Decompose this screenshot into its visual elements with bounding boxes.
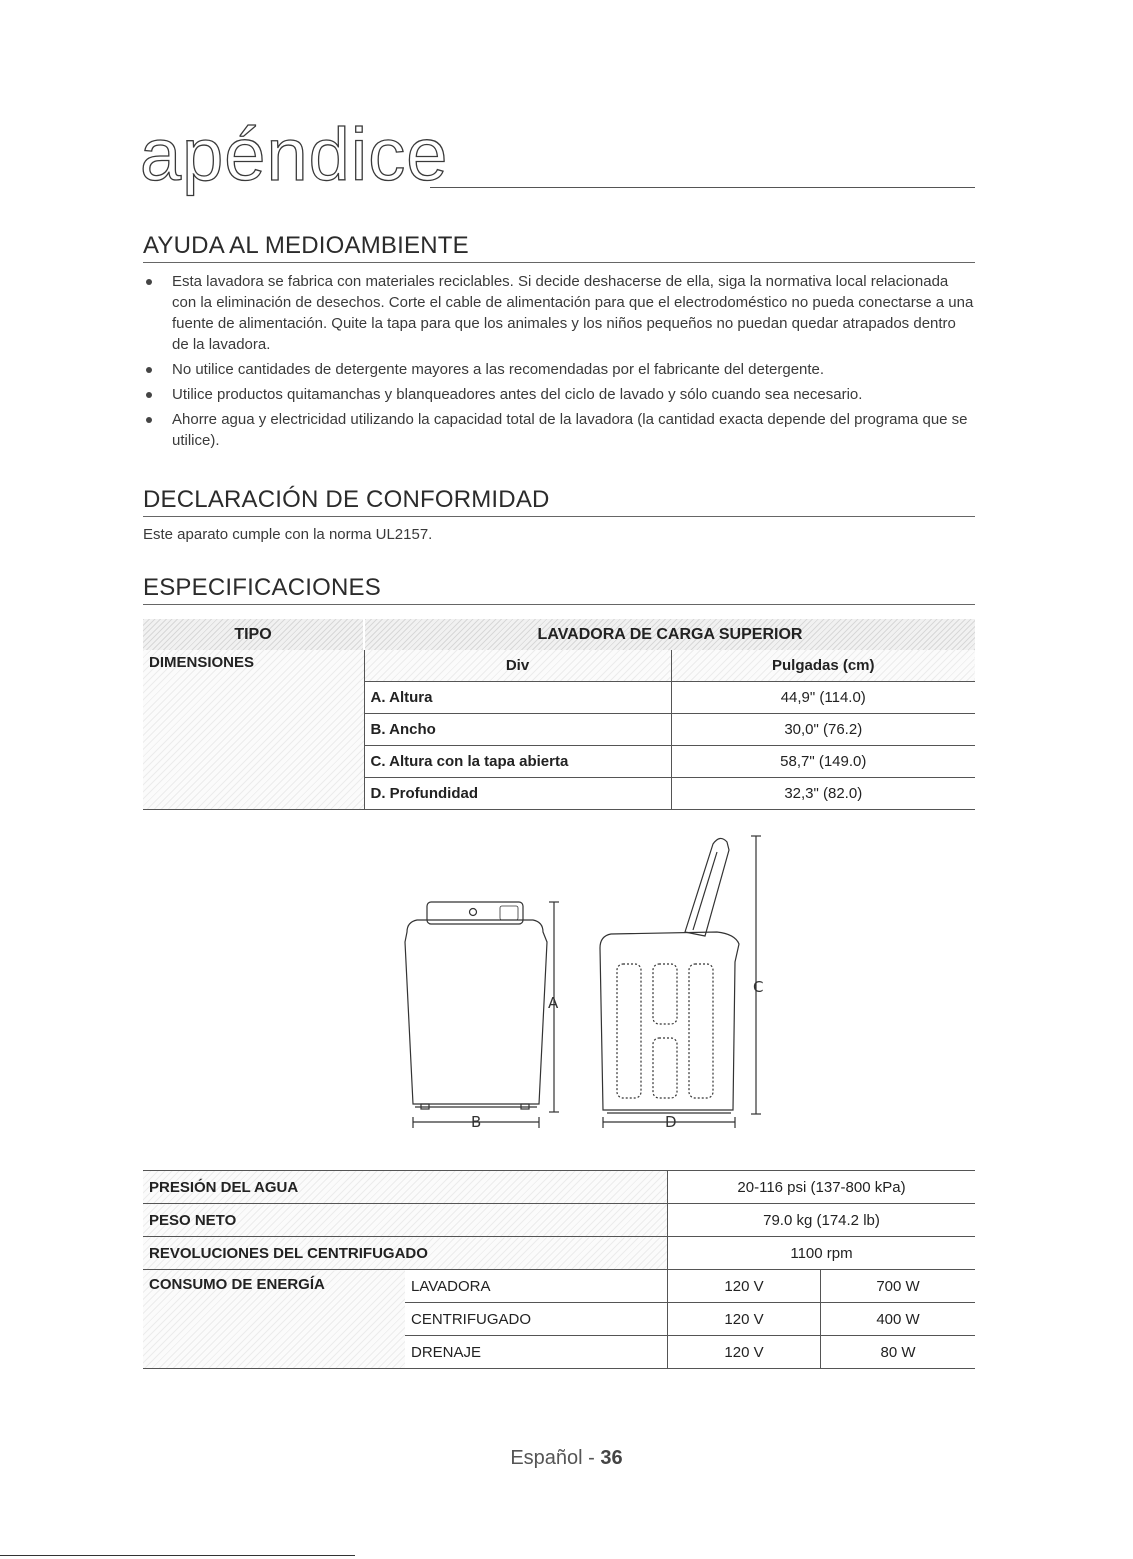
side-washer-body [600, 932, 739, 1110]
front-washer-body [405, 920, 547, 1104]
bullet-item: No utilice cantidades de detergente mayores a las recomendadas por el fabricante del detergente. [143, 359, 975, 380]
dimension-label: D. Profundidad [364, 778, 671, 810]
page-number: 36 [600, 1447, 623, 1469]
bottom-rule [0, 1555, 355, 1556]
power-mode: LAVADORA [405, 1270, 668, 1303]
power-watts: 400 W [821, 1303, 976, 1336]
open-lid [685, 838, 729, 936]
dimension-value: 44,9" (114.0) [671, 682, 975, 714]
page-title: apéndice [140, 113, 449, 196]
power-voltage: 120 V [668, 1336, 821, 1369]
power-consumption-label: CONSUMO DE ENERGÍA [143, 1270, 405, 1369]
units-column-header: Pulgadas (cm) [671, 650, 975, 682]
environment-heading: AYUDA AL MEDIOAMBIENTE [143, 232, 975, 263]
dimensions-table [143, 619, 975, 810]
conformity-heading: DECLARACIÓN DE CONFORMIDAD [143, 486, 975, 517]
bullet-item: Utilice productos quitamanchas y blanqueadores antes del ciclo de lavado y sólo cuando sea necesario. [143, 384, 975, 405]
dimension-label: A. Altura [364, 682, 671, 714]
performance-table [143, 1171, 975, 1369]
environment-bullet-list [143, 271, 975, 451]
type-value-cell: LAVADORA DE CARGA SUPERIOR [364, 619, 975, 650]
net-weight-value: 79.0 kg (174.2 lb) [668, 1204, 976, 1237]
conformity-text: Este aparato cumple con la norma UL2157. [143, 526, 433, 543]
dimension-value: 30,0" (76.2) [671, 714, 975, 746]
page-footer [0, 1447, 1133, 1470]
power-watts: 700 W [821, 1270, 976, 1303]
specs-heading: ESPECIFICACIONES [143, 574, 975, 605]
specs-section [143, 574, 975, 810]
label-d: D [665, 1113, 677, 1131]
water-pressure-value: 20-116 psi (137-800 kPa) [668, 1171, 976, 1204]
power-voltage: 120 V [668, 1270, 821, 1303]
dimensions-label-cell: DIMENSIONES [143, 650, 364, 810]
label-a: A [548, 994, 559, 1012]
dimension-label: B. Ancho [364, 714, 671, 746]
title-rule [430, 187, 975, 188]
label-c: C [753, 978, 764, 996]
performance-section [143, 1170, 975, 1369]
environment-section [143, 232, 975, 455]
front-control-panel [427, 902, 523, 924]
dimension-label: C. Altura con la tapa abierta [364, 746, 671, 778]
power-mode: CENTRIFUGADO [405, 1303, 668, 1336]
conformity-section [143, 486, 975, 545]
dimension-value: 32,3" (82.0) [671, 778, 975, 810]
power-voltage: 120 V [668, 1303, 821, 1336]
type-label-cell: TIPO [143, 619, 364, 650]
washer-dimensions-diagram [395, 832, 775, 1132]
spin-speed-value: 1100 rpm [668, 1237, 976, 1270]
label-b: B [471, 1113, 482, 1131]
control-knob [470, 909, 477, 916]
bullet-item: Ahorre agua y electricidad utilizando la capacidad total de la lavadora (la cantidad exacta depende del programa que se utilice). [143, 409, 975, 451]
bullet-item: Esta lavadora se fabrica con materiales reciclables. Si decide deshacerse de ella, siga la normativa local relacionada con la eliminación de desechos. Corte el cable de alimentación para que el electrodoméstico no pueda conectarse a una fuente de alimentación. Quite la tapa para que los animales y los niños pequeños no puedan quedar atrapados dentro de la lavadora. [143, 271, 975, 355]
spin-speed-label: REVOLUCIONES DEL CENTRIFUGADO [143, 1237, 668, 1270]
power-mode: DRENAJE [405, 1336, 668, 1369]
water-pressure-label: PRESIÓN DEL AGUA [143, 1171, 668, 1204]
dimension-value: 58,7" (149.0) [671, 746, 975, 778]
power-watts: 80 W [821, 1336, 976, 1369]
net-weight-label: PESO NETO [143, 1204, 668, 1237]
div-column-header: Div [364, 650, 671, 682]
footer-label: Español - [510, 1447, 601, 1469]
